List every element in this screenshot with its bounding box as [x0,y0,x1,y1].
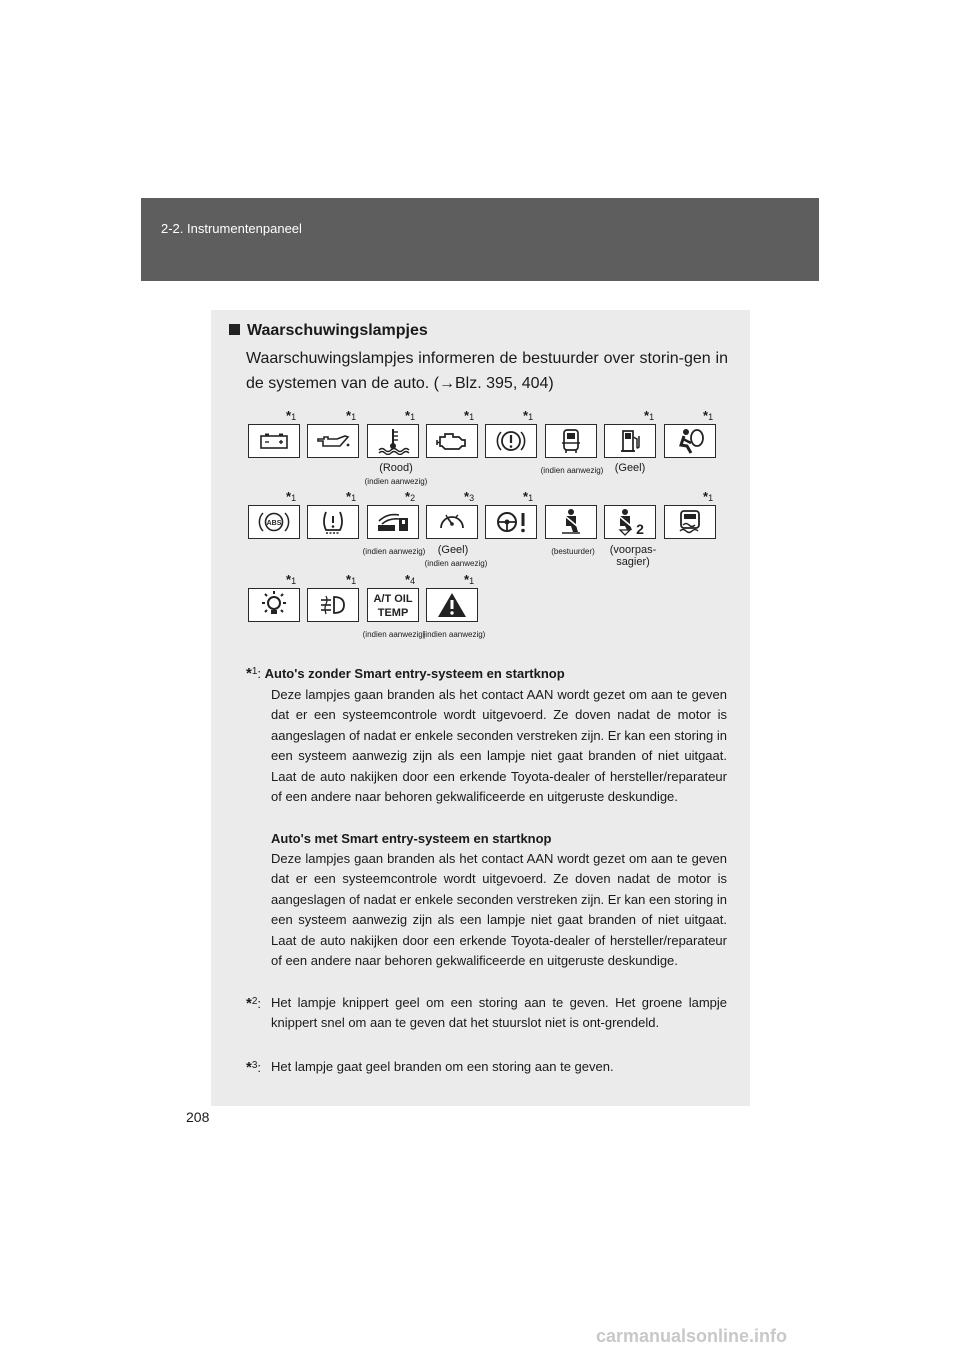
footnote-star: *1 [703,408,714,423]
footnote-3-body: Het lampje gaat geel branden om een storing aan te geven. [271,1059,614,1074]
footnote-star: *1 [286,489,297,504]
door-icon [545,424,597,458]
footnote-star: *1 [644,408,655,423]
watermark: carmanualsonline.info [596,1326,788,1346]
footnote-star: *1 [346,572,357,587]
oil-can-icon [307,424,359,458]
square-bullet-icon [229,324,240,335]
footnote-star: *2 [405,489,416,504]
master-warning-icon [426,588,478,622]
steering-lock-icon [426,505,478,539]
battery-icon [248,424,300,458]
caption-optional: (indien aanwezig) [362,630,426,639]
tire-pressure-icon [307,505,359,539]
footnote-1-title-b: Auto's met Smart entry-systeem en startknop [271,831,552,846]
footnote-star: *1 [346,489,357,504]
seatbelt-driver-icon [545,505,597,539]
at-oil-temp-icon [367,588,419,622]
caption-seat: sagier) [616,556,650,568]
engine-icon [426,424,478,458]
footnote-star: *1 [405,408,416,423]
footnote-star: *1 [464,408,475,423]
footnote-star: *1 [523,489,534,504]
footnote-1-body-a: Deze lampjes gaan branden als het contact AAN wordt gezet om aan te geven dat er een systeemcontrole wordt uitgevoerd. Ze doven nadat de motor is aangeslagen of nadat er enkele seconden verstreken zijn. Er kan een storing in een systeem aanwezig zijn als een lampje niet gaat branden of niet uitgaat. Laat de auto nakijken door een erkende Toyota-dealer of hersteller/reparateur of een andere naar behoren gekwalificeerde en uitgeruste deskundige. [271,687,728,805]
intro-text: Waarschuwingslampjes informeren de bestuurder over storin-gen in de systemen van de auto. (→Blz. 395, 404) [246,350,728,392]
caption-optional: (indien aanwezig) [362,547,426,556]
brake-warning-icon [485,424,537,458]
fuel-icon [604,424,656,458]
caption-optional: (indien aanwezig) [364,477,428,486]
footnote-2-body: Het lampje knippert geel om een storing aan te geven. Het groene lampje knippert snel om aan te geven dat het stuurslot niet is ont-grendeld. [271,995,727,1031]
svg-text:A/T OIL: A/T OIL [373,593,413,605]
caption-optional: (indien aanwezig) [422,630,486,639]
caption-optional: (indien aanwezig) [424,559,488,568]
footnote-star: *1 [286,572,297,587]
svg-text:TEMP: TEMP [377,607,409,619]
caption-color: (Geel) [437,544,469,556]
page-number: 208 [186,1109,210,1125]
fog-light-icon [307,588,359,622]
abs-icon [248,505,300,539]
caption-seat: (voorpas- [609,544,657,556]
footnote-star: *4 [405,572,416,587]
airbag-icon [664,424,716,458]
footnote-star: *1 [346,408,357,423]
coolant-temp-icon [367,424,419,458]
footnote-1-body-b: Deze lampjes gaan branden als het contact AAN wordt gezet om aan te geven dat er een systeemcontrole wordt uitgevoerd. Ze doven nadat de motor is aangeslagen of nadat er enkele seconden verstreken zijn. Er kan een storing in een systeem aanwezig zijn als een lampje niet gaat branden of niet uitgaat. Laat de auto nakijken door een erkende Toyota-dealer of hersteller/reparateur of een andere naar behoren gekwalificeerde en uitgeruste deskundige. [271,851,728,969]
footnote-star: *1 [464,572,475,587]
svg-text:ABS: ABS [266,520,282,527]
svg-text:2: 2 [636,521,644,536]
section-title: 2-2. Instrumentenpaneel [161,221,302,236]
footnote-1-label: *$^1$: Auto's zonder Smart entry-systeem en startknop [246,665,565,682]
footnote-3-label: *$^3$: [246,1059,262,1076]
section-heading: Waarschuwingslampjes [229,322,428,340]
header-bar [141,198,819,281]
caption-color: (Geel) [614,462,646,474]
footnote-star: *3 [464,489,475,504]
footnote-star: *1 [523,408,534,423]
footnote-star: *1 [286,408,297,423]
caption-color: (Rood) [379,462,413,474]
lamp-failure-icon [248,588,300,622]
seatbelt-passenger-icon [604,505,656,539]
caption-seat: (bestuurder) [551,547,595,556]
slip-indicator-icon [664,505,716,539]
caption-optional: (indien aanwezig) [540,466,604,475]
footnote-2-label: *$^2$: [246,995,262,1012]
footnote-star: *1 [703,489,714,504]
power-steering-icon [485,505,537,539]
hot-coolant-icon [367,505,419,539]
